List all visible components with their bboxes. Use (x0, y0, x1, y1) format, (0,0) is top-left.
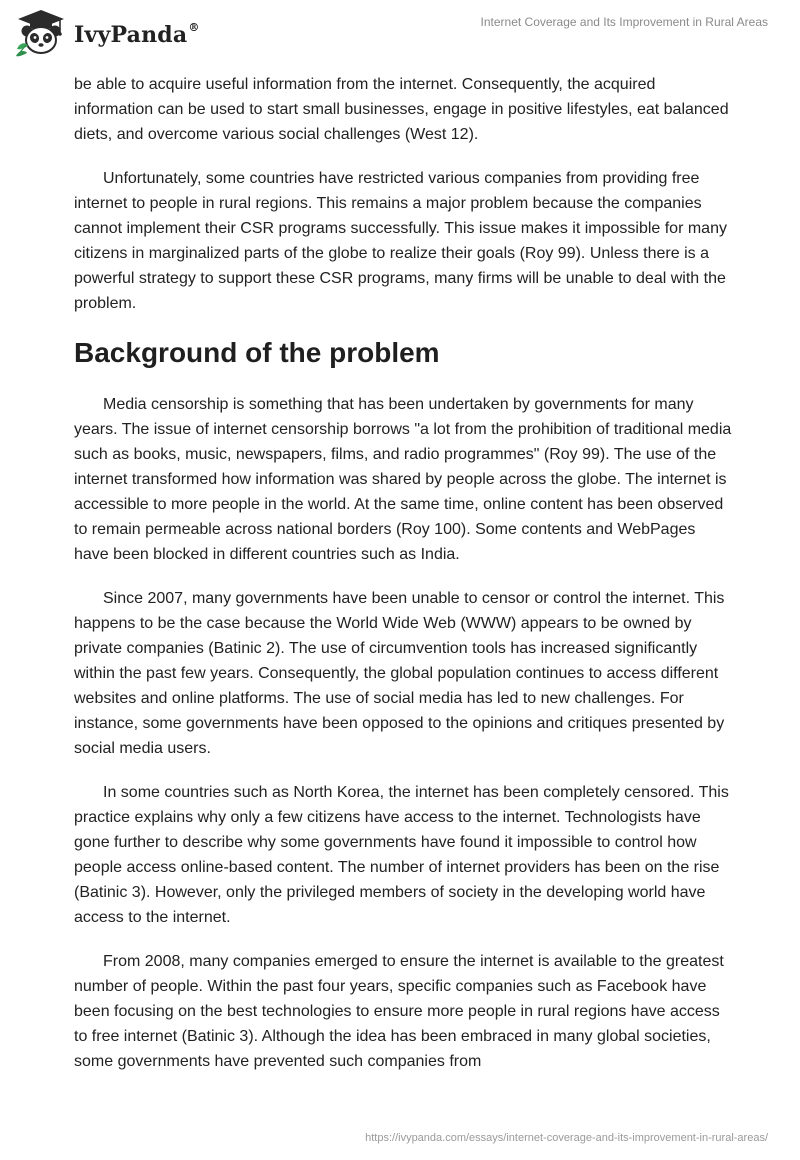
panda-graduate-icon (14, 8, 68, 58)
paragraph: Media censorship is something that has been undertaken by governments for many years. The issue of internet censorship borrows "a lot from the prohibition of traditional media such as books, music, newspapers, films, and radio programmes" (Roy 99). The use of the internet transformed how information was shared by people across the globe. The internet is accessible to more people in the world. At the same time, online content has been observed to remain permeable across national borders (Roy 100). Some contents and WebPages have been blocked in different countries such as India. (74, 396, 732, 563)
brand-name: IvyPanda® (74, 20, 200, 48)
essay-content (74, 72, 734, 1093)
paragraph: be able to acquire useful information from the internet. Consequently, the acquired information can be used to start small businesses, engage in positive lifestyles, eat balanced diets, and overcome various social challenges (West 12). (74, 76, 729, 143)
paragraph: Unfortunately, some countries have restricted various companies from providing free internet to people in rural regions. This remains a major problem because the companies cannot implement their CSR programs successfully. This issue makes it impossible for many citizens in marginalized parts of the globe to realize their goals (Roy 99). Unless there is a powerful strategy to support these CSR programs, many firms will be unable to deal with the problem. (74, 170, 727, 312)
paragraph: In some countries such as North Korea, the internet has been completely censored. This practice explains why only a few citizens have access to the internet. Technologists have gone further to describe why some governments have found it impossible to control how people access online-based content. The number of internet providers has been on the rise (Batinic 3). However, only the privileged members of society in the developing world have access to the internet. (74, 784, 729, 926)
ivypanda-logo[interactable] (14, 8, 200, 58)
paragraph: Since 2007, many governments have been unable to censor or control the internet. This happens to be the case because the World Wide Web (WWW) appears to be owned by private companies (Batinic 2). The use of circumvention tools has increased significantly within the past few years. Consequently, the global population continues to access different websites and online platforms. The use of social media has led to new challenges. For instance, some governments have been opposed to the opinions and critiques presented by social media users. (74, 590, 725, 757)
page-header (0, 0, 800, 70)
section-heading: Background of the problem (74, 337, 440, 368)
paragraph: From 2008, many companies emerged to ensure the internet is available to the greatest number of people. Within the past four years, specific companies such as Facebook have been focusing on the best technologies to ensure more people in rural regions have access to free internet (Batinic 3). Although the idea has been embraced in many global societies, some governments have prevented such companies from (74, 953, 724, 1070)
registered-mark: ® (188, 20, 200, 34)
source-url[interactable]: https://ivypanda.com/essays/internet-coverage-and-its-improvement-in-rural-areas/ (365, 1132, 768, 1144)
running-title: Internet Coverage and Its Improvement in Rural Areas (480, 15, 768, 29)
